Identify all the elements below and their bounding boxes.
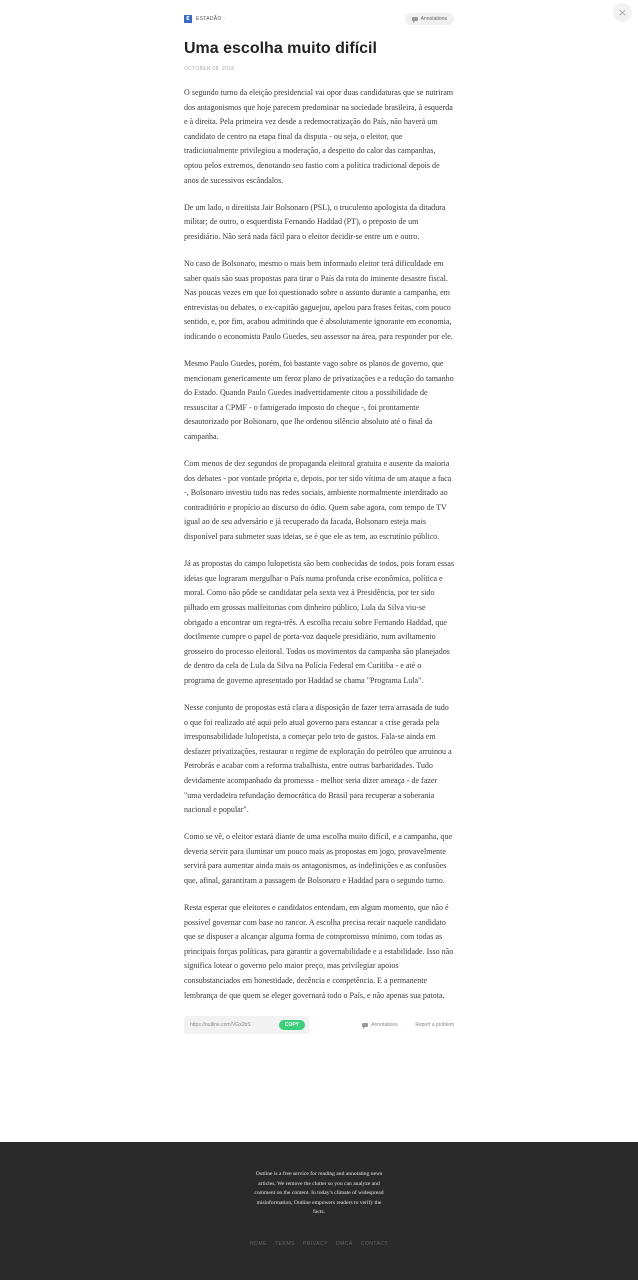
article	[184, 10, 454, 1034]
article-topbar	[184, 10, 454, 28]
footer-description: Outline is a free service for reading and annotating news articles. We remove the clutter so you can analyze and comment on the content. In today's climate of widespread misinformation, Outline empowers readers to verify the facts.	[254, 1171, 384, 1216]
footer-link-privacy[interactable]: PRIVACY	[302, 1241, 329, 1247]
copy-button[interactable]: COPY	[279, 1020, 305, 1030]
article-paragraph: O segundo turno da eleição presidencial vai opor duas candidaturas que se nutriram dos antagonismos que hoje parecem predominar na sociedade brasileira, à esquerda e à direita. Pela primeira vez desde a redemocratização do País, não haverá um candidato de centro na etapa final da disputa - ou seja, o eleitor, que tradicionalmente privilegiou a moderação, a despeito do calor das campanhas, optou pelos extremos, denotando seu fastio com a política tradicional depois de anos de sucessivos escândalos.	[184, 88, 454, 185]
footer-link-contact[interactable]: CONTACT	[360, 1241, 389, 1247]
annotations-button[interactable]	[405, 13, 454, 25]
share-row	[184, 1016, 454, 1034]
footer-link-terms[interactable]: TERMS	[274, 1241, 295, 1247]
publisher[interactable]	[184, 15, 225, 23]
article-date: OCTOBER 08, 2018	[184, 66, 235, 72]
comment-icon	[412, 17, 418, 22]
article-paragraph: Mesmo Paulo Guedes, porém, foi bastante vago sobre os planos de governo, que mencionam genericamente um feroz plano de privatizações e a redução do tamanho do Estado. Quando Paulo Guedes inadvertidamente citou a possibilidade de ressuscitar a CPMF - o famigerado imposto do cheque -, foi prontamente desautorizado por Bolsonaro, que lhe ordenou silêncio absoluto até o final da campanha.	[184, 359, 454, 441]
article-body	[184, 86, 454, 1003]
article-paragraph: Com menos de dez segundos de propaganda eleitoral gratuita e ausente da maioria dos debates - por vontade própria e, depois, por ter sido vítima de um ataque a faca -, Bolsonaro investiu tudo nas redes sociais, ambiente normalmente interditado ao contraditório e propício ao discurso do ódio. Quem sabe agora, com tempo de TV igual ao de seu adversário e já recuperado da facada, Bolsonaro esteja mais disponível para submeter suas ideias, se é que ele as tem, ao escrutínio público.	[184, 459, 452, 542]
close-button[interactable]	[613, 3, 632, 22]
footer-nav	[0, 1241, 638, 1247]
article-paragraph: No caso de Bolsonaro, mesmo o mais bem informado eleitor terá dificuldade em saber quais são suas propostas para tirar o País da rota do iminente desastre fiscal. Nas poucas vezes em que foi questionado sobre o assunto durante a campanha, em entrevistas ou debates, o ex-capitão gaguejou, apelou para frases feitas, com pouco sentido, e, por fim, acabou admitindo que é absolutamente ignorante em economia, indicando o economista Paulo Guedes, seu assessor na área, para responder por ele.	[184, 258, 453, 341]
article-title: Uma escolha muito difícil	[184, 40, 377, 57]
article-paragraph: Já as propostas do campo lulopetista são bem conhecidas de todos, pois foram essas ideias que lograram mergulhar o País numa profunda crise econômica, política e moral. Como não pôde se candidatar pela sexta vez à Presidência, por ter sido pilhado em grossas malfeitorias com dinheiro público, Lula da Silva viu-se obrigado a encontrar um regra-três. A escolha recaiu sobre Fernando Haddad, que docilmente cumpre o papel de porta-voz daquele presidiário, num aviltamento grosseiro do processo eleitoral. Todos os movimentos da campanha são planejados de dentro da cela de Lula da Silva na Polícia Federal em Curitiba - e até o programa de governo apresentado por Haddad se chama "Programa Lula".	[184, 559, 454, 685]
share-box	[184, 1016, 309, 1034]
separator: ·	[405, 1021, 408, 1028]
annotations-label: Annotations	[420, 16, 447, 22]
comment-icon	[362, 1023, 368, 1028]
close-icon: ×	[617, 6, 628, 19]
footer-link-home[interactable]: HOME	[249, 1241, 267, 1247]
footer-link-dmca[interactable]: DMCA	[336, 1241, 353, 1247]
article-paragraph: Como se vê, o eleitor estará diante de uma escolha muito difícil, e a campanha, que deveria servir para iluminar um pouco mais as propostas em jogo, provavelmente servirá para aumentar ainda mais os antagonismos, as indefinições e as confusões que, afinal, garantiram a passagem de Bolsonaro e Haddad para o segundo turno.	[184, 832, 453, 885]
article-actions	[362, 1022, 454, 1028]
article-paragraph: De um lado, o direitista Jair Bolsonaro (PSL), o truculento apologista da ditadura militar; de outro, o esquerdista Fernando Haddad (PT), o preposto de um presidiário. Não será nada fácil para o eleitor decidir-se entre um e outro.	[184, 202, 446, 241]
article-paragraph: Nesse conjunto de propostas está clara a disposição de fazer terra arrasada de tudo o que foi realizado até aqui pelo atual governo para estancar a crise gerada pela irresponsabilidade lulopetista, a começar pelo teto de gastos. Fala-se ainda em desfazer privatizações, restaurar o regime de exploração do petróleo que arruinou a Petrobrás e acabar com a reforma trabalhista, entre outras barbaridades. Tudo devidamente acompanhado da promessa - melhor seria dizer ameaça - de fazer "uma verdadeira refundação democrática do Brasil para recuperar a soberania nacional e popular".	[184, 702, 452, 815]
publisher-name: ESTADÃO ·	[196, 16, 226, 22]
annotations-link[interactable]	[362, 1022, 397, 1028]
publisher-logo-icon: E	[184, 15, 192, 23]
report-problem-link[interactable]: Report a problem	[415, 1021, 454, 1028]
share-url[interactable]: https://outline.com/VGx2bS	[190, 1021, 251, 1028]
site-footer	[0, 1142, 638, 1280]
article-paragraph: Resta esperar que eleitores e candidatos entendam, em algum momento, que não é possível governar com base no rancor. A escolha precisa recair naquele candidato que se dispuser a alcançar alguma forma de compromisso mínimo, com todas as principais forças políticas, para garantir a governabilidade e a estabilidade. Isso não significa lotear o governo pelo maior preço, mas privilegiar apoios consubstanciados em honestidade, decência e competência. E a permanente lembrança de que quem se eleger governará todo o País, e não apenas sua patota.	[184, 903, 454, 1000]
annotations-link-label: Annotations	[371, 1021, 398, 1028]
